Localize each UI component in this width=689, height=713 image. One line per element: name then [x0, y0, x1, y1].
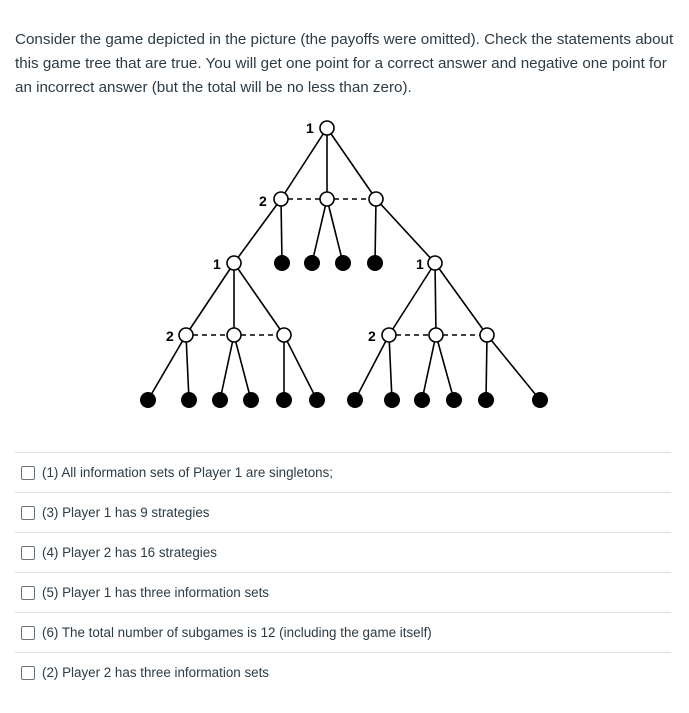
edge — [389, 263, 435, 335]
question-text: Consider the game depicted in the picture (the payoffs were omitted). Check the statements about this game tree that are true. You will get one point for a correct answer and negative one point for an incorrect answer (but the total will be no less than zero). — [15, 31, 674, 96]
edge — [148, 335, 186, 400]
edge — [281, 199, 282, 263]
decision-node — [227, 328, 241, 342]
player-label: 2 — [368, 328, 376, 344]
decision-node — [480, 328, 494, 342]
terminal-node — [367, 255, 383, 271]
edge — [355, 335, 389, 400]
answer-label: (4) Player 2 has 16 strategies — [42, 545, 217, 560]
decision-node — [320, 192, 334, 206]
player-label: 1 — [213, 256, 221, 272]
edge — [220, 335, 234, 400]
answer-list — [15, 452, 671, 692]
answer-option[interactable] — [15, 573, 671, 613]
terminal-node — [384, 392, 400, 408]
checkbox[interactable] — [21, 546, 35, 560]
edge — [435, 263, 487, 335]
answer-option[interactable] — [15, 493, 671, 533]
checkbox[interactable] — [21, 626, 35, 640]
edge — [312, 199, 327, 263]
edge — [327, 199, 343, 263]
decision-node — [227, 256, 241, 270]
terminal-node — [309, 392, 325, 408]
decision-node — [428, 256, 442, 270]
edge — [376, 199, 435, 263]
answer-label: (6) The total number of subgames is 12 (including the game itself) — [42, 625, 432, 640]
answer-option[interactable] — [15, 533, 671, 573]
terminal-node — [274, 255, 290, 271]
edge — [284, 335, 317, 400]
checkbox[interactable] — [21, 666, 35, 680]
player-label: 1 — [306, 120, 314, 136]
edge — [234, 199, 281, 263]
answer-label: (1) All information sets of Player 1 are singletons; — [42, 465, 334, 480]
answer-label: (3) Player 1 has 9 strategies — [42, 505, 210, 520]
edge — [422, 335, 436, 400]
player-label: 2 — [259, 193, 267, 209]
terminal-node — [414, 392, 430, 408]
decision-node — [320, 121, 334, 135]
terminal-node — [212, 392, 228, 408]
edge — [186, 263, 234, 335]
edge — [186, 335, 189, 400]
answer-label: (2) Player 2 has three information sets — [42, 665, 270, 680]
edge — [487, 335, 540, 400]
decision-node — [382, 328, 396, 342]
terminal-node — [446, 392, 462, 408]
terminal-node — [347, 392, 363, 408]
terminal-node — [243, 392, 259, 408]
edge — [234, 335, 251, 400]
decision-node — [369, 192, 383, 206]
terminal-node — [532, 392, 548, 408]
decision-node — [277, 328, 291, 342]
edge — [389, 335, 392, 400]
edge — [486, 335, 487, 400]
decision-node — [429, 328, 443, 342]
terminal-node — [478, 392, 494, 408]
player-label: 1 — [416, 256, 424, 272]
decision-node — [274, 192, 288, 206]
player-label: 2 — [166, 328, 174, 344]
edge — [234, 263, 284, 335]
terminal-node — [304, 255, 320, 271]
terminal-node — [181, 392, 197, 408]
answer-option[interactable] — [15, 613, 671, 653]
edge — [436, 335, 454, 400]
edge — [327, 128, 376, 199]
checkbox[interactable] — [21, 586, 35, 600]
edge — [435, 263, 436, 335]
answer-option[interactable] — [15, 653, 671, 692]
terminal-node — [335, 255, 351, 271]
edge — [281, 128, 327, 199]
terminal-node — [140, 392, 156, 408]
answer-option[interactable] — [15, 453, 671, 493]
checkbox[interactable] — [21, 506, 35, 520]
decision-node — [179, 328, 193, 342]
checkbox[interactable] — [21, 466, 35, 480]
terminal-node — [276, 392, 292, 408]
edge — [375, 199, 376, 263]
answer-label: (5) Player 1 has three information sets — [42, 585, 270, 600]
